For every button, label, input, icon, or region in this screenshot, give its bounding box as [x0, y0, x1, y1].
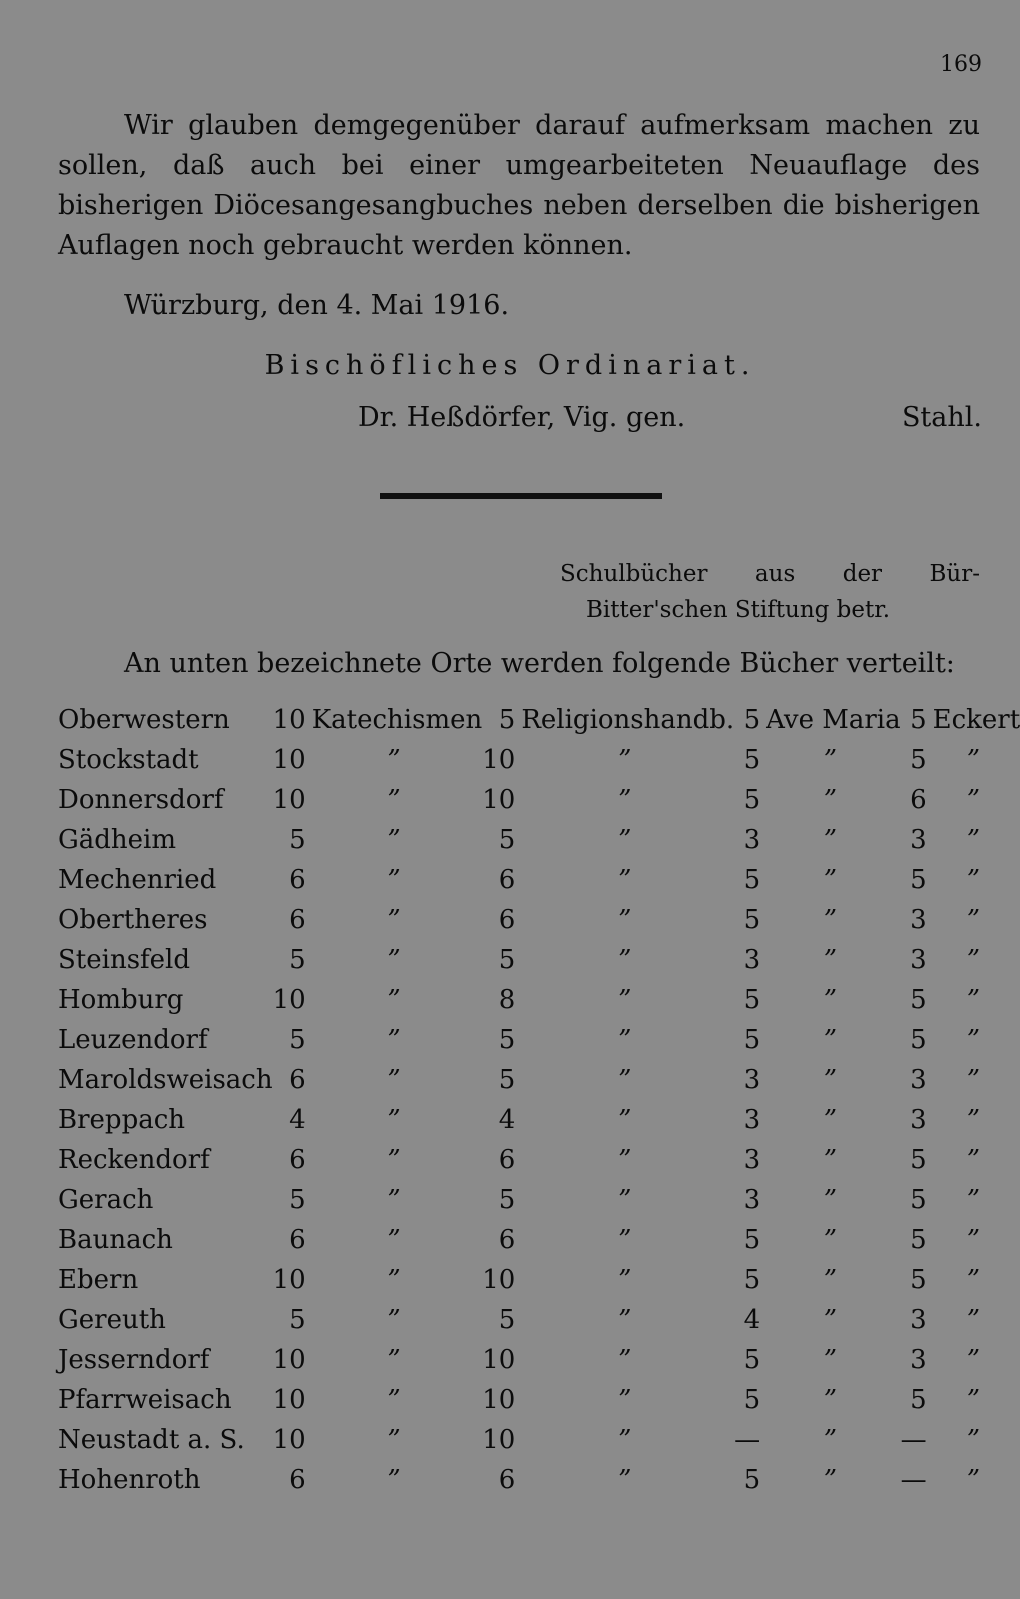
ditto-mark: ”: [618, 785, 632, 815]
ditto-mark: ”: [387, 1425, 401, 1455]
ditto-mark: ”: [966, 745, 981, 775]
town-cell: Leuzendorf: [58, 1025, 208, 1055]
ditto-mark: ”: [823, 1465, 838, 1495]
town-cell: Steinsfeld: [58, 945, 191, 975]
town-cell: Homburg: [58, 985, 184, 1015]
table-row: [58, 980, 1020, 1020]
count-cell: 3: [910, 905, 927, 935]
ditto-mark: ”: [618, 1345, 632, 1375]
count-cell: 5: [910, 985, 927, 1015]
count-cell: 10: [272, 1265, 306, 1295]
count-cell: 5: [910, 1265, 927, 1295]
ditto-mark: ”: [387, 1265, 401, 1295]
count-cell: 6: [289, 1145, 306, 1175]
town-cell: Hohenroth: [58, 1465, 201, 1495]
count-cell: 5: [743, 1385, 761, 1415]
count-cell: 10: [482, 1345, 516, 1375]
count-cell: 3: [743, 1145, 761, 1175]
count-cell: 5: [910, 1225, 927, 1255]
count-cell: 3: [743, 825, 761, 855]
ditto-mark: ”: [618, 1105, 632, 1135]
ditto-mark: ”: [823, 985, 838, 1015]
count-cell: 10: [482, 1425, 516, 1455]
ditto-mark: ”: [823, 1145, 838, 1175]
town-cell: Mechenried: [58, 865, 217, 895]
ditto-mark: ”: [966, 1265, 981, 1295]
ditto-mark: ”: [618, 1225, 632, 1255]
count-cell: 3: [910, 1105, 927, 1135]
count-cell: 3: [910, 1065, 927, 1095]
count-cell: 5: [743, 785, 761, 815]
count-cell: 10: [272, 745, 306, 775]
ditto-mark: ”: [387, 905, 401, 935]
town-cell: Gereuth: [58, 1305, 166, 1335]
ditto-mark: ”: [387, 1385, 401, 1415]
table-row: [58, 860, 1020, 900]
ditto-mark: ”: [618, 1145, 632, 1175]
ditto-mark: ”: [823, 745, 838, 775]
count-cell: 10: [272, 1425, 306, 1455]
count-cell: 3: [743, 1105, 761, 1135]
ditto-mark: ”: [823, 1225, 838, 1255]
table-row: [58, 900, 1020, 940]
count-cell: 5: [910, 1025, 927, 1055]
ditto-mark: ”: [966, 865, 981, 895]
ditto-mark: ”: [618, 945, 632, 975]
count-cell: 4: [498, 1105, 516, 1135]
count-cell: 5: [498, 705, 516, 735]
ditto-mark: ”: [823, 1345, 838, 1375]
count-cell: 10: [482, 1385, 516, 1415]
ditto-mark: ”: [387, 1185, 401, 1215]
count-cell: 4: [743, 1305, 761, 1335]
table-row: [58, 1180, 1020, 1220]
count-cell: —: [900, 1425, 927, 1455]
count-cell: 5: [289, 1025, 306, 1055]
ditto-mark: ”: [618, 1465, 632, 1495]
count-cell: 5: [910, 1185, 927, 1215]
count-cell: 5: [498, 1185, 516, 1215]
ditto-mark: ”: [618, 1025, 632, 1055]
count-cell: 5: [743, 985, 761, 1015]
count-cell: 5: [910, 1385, 927, 1415]
ditto-mark: ”: [387, 785, 401, 815]
ditto-mark: ”: [966, 985, 981, 1015]
count-cell: 10: [482, 745, 516, 775]
ditto-mark: ”: [823, 1105, 838, 1135]
page-number: 169: [940, 52, 982, 77]
count-cell: 5: [910, 745, 927, 775]
count-cell: 6: [498, 905, 516, 935]
count-cell: 10: [272, 985, 306, 1015]
town-cell: Pfarrweisach: [58, 1385, 232, 1415]
count-cell: 5: [498, 1025, 516, 1055]
ditto-mark: ”: [618, 1385, 632, 1415]
ditto-mark: ”: [966, 1105, 981, 1135]
subject-line-2: Bitter'schen Stiftung betr.: [586, 597, 891, 623]
ditto-mark: ”: [966, 1145, 981, 1175]
count-cell: 5: [743, 905, 761, 935]
count-cell: 6: [498, 1145, 516, 1175]
count-cell: 5: [743, 1265, 761, 1295]
town-cell: Maroldsweisach: [58, 1065, 273, 1095]
unit-cell: Eckert: [932, 705, 1020, 735]
count-cell: 6: [498, 1465, 516, 1495]
ditto-mark: ”: [823, 825, 838, 855]
ditto-mark: ”: [966, 1345, 981, 1375]
count-cell: 8: [498, 985, 516, 1015]
ditto-mark: ”: [387, 825, 401, 855]
ditto-mark: ”: [387, 945, 401, 975]
ditto-mark: ”: [966, 1025, 981, 1055]
ditto-mark: ”: [618, 985, 632, 1015]
ditto-mark: ”: [823, 1185, 838, 1215]
intro-line: An unten bezeichnete Orte werden folgende Bücher verteilt:: [124, 648, 955, 679]
unit-cell: Religionshandb.: [521, 705, 735, 735]
count-cell: 5: [289, 825, 306, 855]
ditto-mark: ”: [966, 905, 981, 935]
table-row: [58, 1300, 1020, 1340]
ditto-mark: ”: [823, 785, 838, 815]
count-cell: 6: [289, 1065, 306, 1095]
count-cell: 6: [289, 865, 306, 895]
table-row: [58, 940, 1020, 980]
count-cell: 5: [289, 1185, 306, 1215]
ditto-mark: ”: [966, 1225, 981, 1255]
town-cell: Gerach: [58, 1185, 154, 1215]
ditto-mark: ”: [966, 1065, 981, 1095]
table-row: [58, 1420, 1020, 1460]
ditto-mark: ”: [387, 1465, 401, 1495]
count-cell: 5: [743, 1465, 761, 1495]
ditto-mark: ”: [387, 1345, 401, 1375]
count-cell: 5: [743, 1225, 761, 1255]
town-cell: Breppach: [58, 1105, 186, 1135]
ditto-mark: ”: [966, 1185, 981, 1215]
ditto-mark: ”: [387, 985, 401, 1015]
ditto-mark: ”: [618, 745, 632, 775]
signature-right: Stahl.: [901, 402, 982, 433]
town-cell: Neustadt a. S.: [58, 1425, 245, 1455]
count-cell: 3: [910, 1305, 927, 1335]
count-cell: 6: [289, 1465, 306, 1495]
count-cell: 5: [289, 1305, 306, 1335]
count-cell: 4: [289, 1105, 306, 1135]
town-cell: Stockstadt: [58, 745, 199, 775]
town-cell: Jesserndorf: [58, 1345, 210, 1375]
ditto-mark: ”: [387, 1225, 401, 1255]
table-row: [58, 700, 1020, 740]
count-cell: 5: [498, 945, 516, 975]
count-cell: 6: [289, 1225, 306, 1255]
count-cell: 3: [743, 1185, 761, 1215]
count-cell: 5: [910, 865, 927, 895]
unit-cell: Ave Maria: [766, 705, 901, 735]
ditto-mark: ”: [618, 1305, 632, 1335]
table-row: [58, 1220, 1020, 1260]
ditto-mark: ”: [966, 1425, 981, 1455]
office-title: Bischöfliches Ordinariat.: [264, 350, 756, 381]
ditto-mark: ”: [823, 1265, 838, 1295]
count-cell: —: [734, 1425, 761, 1455]
count-cell: —: [900, 1465, 927, 1495]
signature-left: Dr. Heßdörfer, Vig. gen.: [358, 402, 686, 433]
ditto-mark: ”: [966, 825, 981, 855]
ditto-mark: ”: [618, 865, 632, 895]
count-cell: 6: [498, 1225, 516, 1255]
town-cell: Ebern: [58, 1265, 139, 1295]
table-row: [58, 1460, 1020, 1500]
unit-cell: Katechismen: [311, 705, 483, 735]
count-cell: 10: [272, 785, 306, 815]
count-cell: 10: [482, 785, 516, 815]
table-row: [58, 1020, 1020, 1060]
ditto-mark: ”: [387, 865, 401, 895]
town-cell: Oberwestern: [58, 705, 230, 735]
table-row: [58, 1100, 1020, 1140]
ditto-mark: ”: [387, 745, 401, 775]
count-cell: 5: [743, 745, 761, 775]
ditto-mark: ”: [387, 1145, 401, 1175]
paragraph-text: Wir glauben demgegenüber darauf aufmerksam machen zu sollen, daß auch bei einer umgearbeiteten Neuauflage des bisherigen Diöcesangesangbuches neben derselben die bisherigen Auflagen noch gebraucht werden können.: [58, 110, 980, 261]
table-row: [58, 780, 1020, 820]
count-cell: 5: [498, 825, 516, 855]
table-row: [58, 1060, 1020, 1100]
count-cell: 5: [498, 1305, 516, 1335]
count-cell: 3: [910, 1345, 927, 1375]
count-cell: 3: [910, 945, 927, 975]
ditto-mark: ”: [618, 1265, 632, 1295]
ditto-mark: ”: [618, 1185, 632, 1215]
ditto-mark: ”: [387, 1065, 401, 1095]
date-line: Würzburg, den 4. Mai 1916.: [124, 290, 510, 321]
ditto-mark: ”: [387, 1025, 401, 1055]
town-cell: Baunach: [58, 1225, 173, 1255]
table-row: [58, 740, 1020, 780]
ditto-mark: ”: [618, 1065, 632, 1095]
count-cell: 10: [272, 705, 306, 735]
count-cell: 5: [910, 1145, 927, 1175]
subject-heading: [560, 556, 980, 628]
count-cell: 6: [498, 865, 516, 895]
count-cell: 5: [498, 1065, 516, 1095]
ditto-mark: ”: [823, 1305, 838, 1335]
ditto-mark: ”: [618, 1425, 632, 1455]
count-cell: 10: [272, 1385, 306, 1415]
table-row: [58, 1140, 1020, 1180]
table-row: [58, 820, 1020, 860]
ditto-mark: ”: [966, 1305, 981, 1335]
ditto-mark: ”: [823, 1065, 838, 1095]
ditto-mark: ”: [823, 865, 838, 895]
ditto-mark: ”: [966, 1385, 981, 1415]
ditto-mark: ”: [618, 905, 632, 935]
table-row: [58, 1260, 1020, 1300]
count-cell: 3: [910, 825, 927, 855]
count-cell: 5: [743, 1345, 761, 1375]
ditto-mark: ”: [966, 785, 981, 815]
subject-line-1: Schulbücher aus der Bür-: [560, 561, 980, 587]
count-cell: 6: [910, 785, 927, 815]
count-cell: 3: [743, 1065, 761, 1095]
town-cell: Obertheres: [58, 905, 208, 935]
count-cell: 6: [289, 905, 306, 935]
count-cell: 5: [743, 865, 761, 895]
count-cell: 5: [910, 705, 927, 735]
ditto-mark: ”: [823, 1425, 838, 1455]
ditto-mark: ”: [823, 905, 838, 935]
count-cell: 10: [482, 1265, 516, 1295]
table-body: [58, 700, 1020, 1500]
table-row: [58, 1340, 1020, 1380]
table-row: [58, 1380, 1020, 1420]
count-cell: 10: [272, 1345, 306, 1375]
ditto-mark: ”: [618, 825, 632, 855]
town-cell: Gädheim: [58, 825, 177, 855]
distribution-table: [58, 700, 1020, 1500]
body-paragraph: [58, 106, 980, 266]
town-cell: Reckendorf: [58, 1145, 210, 1175]
count-cell: 3: [743, 945, 761, 975]
count-cell: 5: [743, 705, 761, 735]
ditto-mark: ”: [387, 1305, 401, 1335]
separator-rule: [380, 493, 662, 499]
count-cell: 5: [289, 945, 306, 975]
count-cell: 5: [743, 1025, 761, 1055]
town-cell: Donnersdorf: [58, 785, 224, 815]
ditto-mark: ”: [823, 945, 838, 975]
ditto-mark: ”: [823, 1385, 838, 1415]
ditto-mark: ”: [966, 945, 981, 975]
ditto-mark: ”: [966, 1465, 981, 1495]
ditto-mark: ”: [823, 1025, 838, 1055]
ditto-mark: ”: [387, 1105, 401, 1135]
